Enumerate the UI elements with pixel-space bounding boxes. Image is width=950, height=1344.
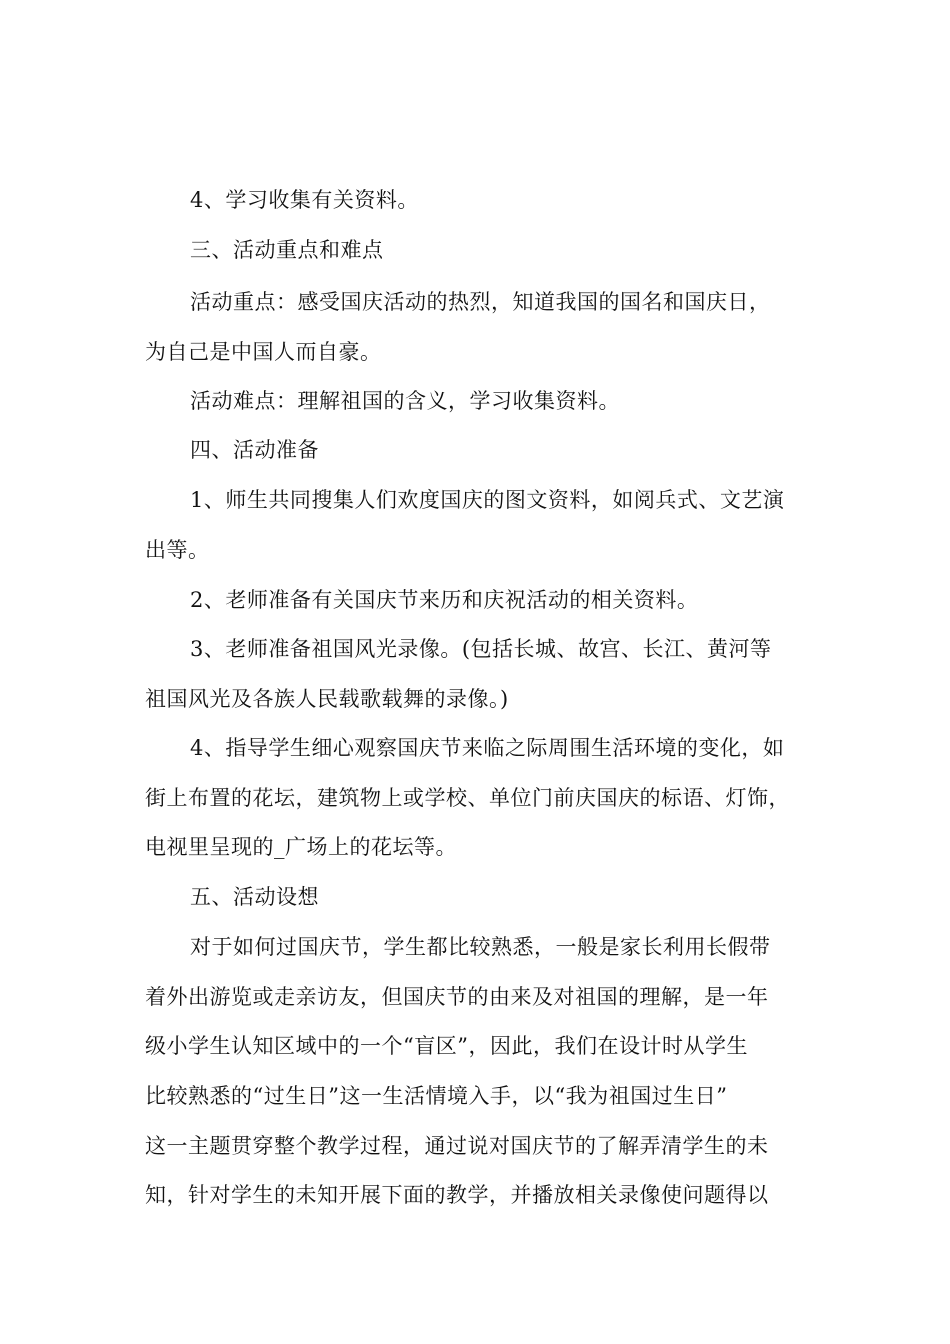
paragraph-line: 电视里呈现的_广场上的花坛等。 — [145, 835, 457, 859]
paragraph-line: 着外出游览或走亲访友，但国庆节的由来及对祖国的理解，是一年 — [145, 985, 769, 1009]
paragraph-line: 活动难点：理解祖国的含义，学习收集资料。 — [190, 389, 620, 413]
section-heading: 四、活动准备 — [190, 438, 319, 462]
paragraph-line: 4、指导学生细心观察国庆节来临之际周围生活环境的变化，如 — [190, 736, 785, 760]
section-heading: 三、活动重点和难点 — [190, 238, 384, 262]
paragraph-line: 2、老师准备有关国庆节来历和庆祝活动的相关资料。 — [190, 588, 699, 612]
paragraph-line: 3、老师准备祖国风光录像。(包括长城、故宫、长江、黄河等 — [190, 637, 772, 661]
paragraph-line: 街上布置的花坛，建筑物上或学校、单位门前庆国庆的标语、灯饰， — [145, 786, 790, 810]
section-heading: 五、活动设想 — [190, 885, 319, 909]
paragraph-line: 比较熟悉的“过生日”这一生活情境入手，以“我为祖国过生日” — [145, 1084, 728, 1108]
paragraph-line: 1、师生共同搜集人们欢度国庆的图文资料，如阅兵式、文艺演 — [190, 488, 785, 512]
paragraph-line: 为自己是中国人而自豪。 — [145, 340, 382, 364]
paragraph-line: 4、学习收集有关资料。 — [190, 188, 419, 212]
paragraph-line: 这一主题贯穿整个教学过程，通过说对国庆节的了解弄清学生的未 — [145, 1134, 769, 1158]
paragraph-line: 出等。 — [145, 538, 210, 562]
paragraph-line: 祖国风光及各族人民载歌载舞的录像。) — [145, 687, 509, 711]
paragraph-line: 知，针对学生的未知开展下面的教学，并播放相关录像使问题得以 — [145, 1183, 769, 1207]
paragraph-line: 级小学生认知区域中的一个“盲区”，因此，我们在设计时从学生 — [145, 1034, 748, 1058]
paragraph-line: 对于如何过国庆节，学生都比较熟悉，一般是家长利用长假带 — [190, 935, 771, 959]
paragraph-line: 活动重点：感受国庆活动的热烈，知道我国的国名和国庆日， — [190, 290, 771, 314]
